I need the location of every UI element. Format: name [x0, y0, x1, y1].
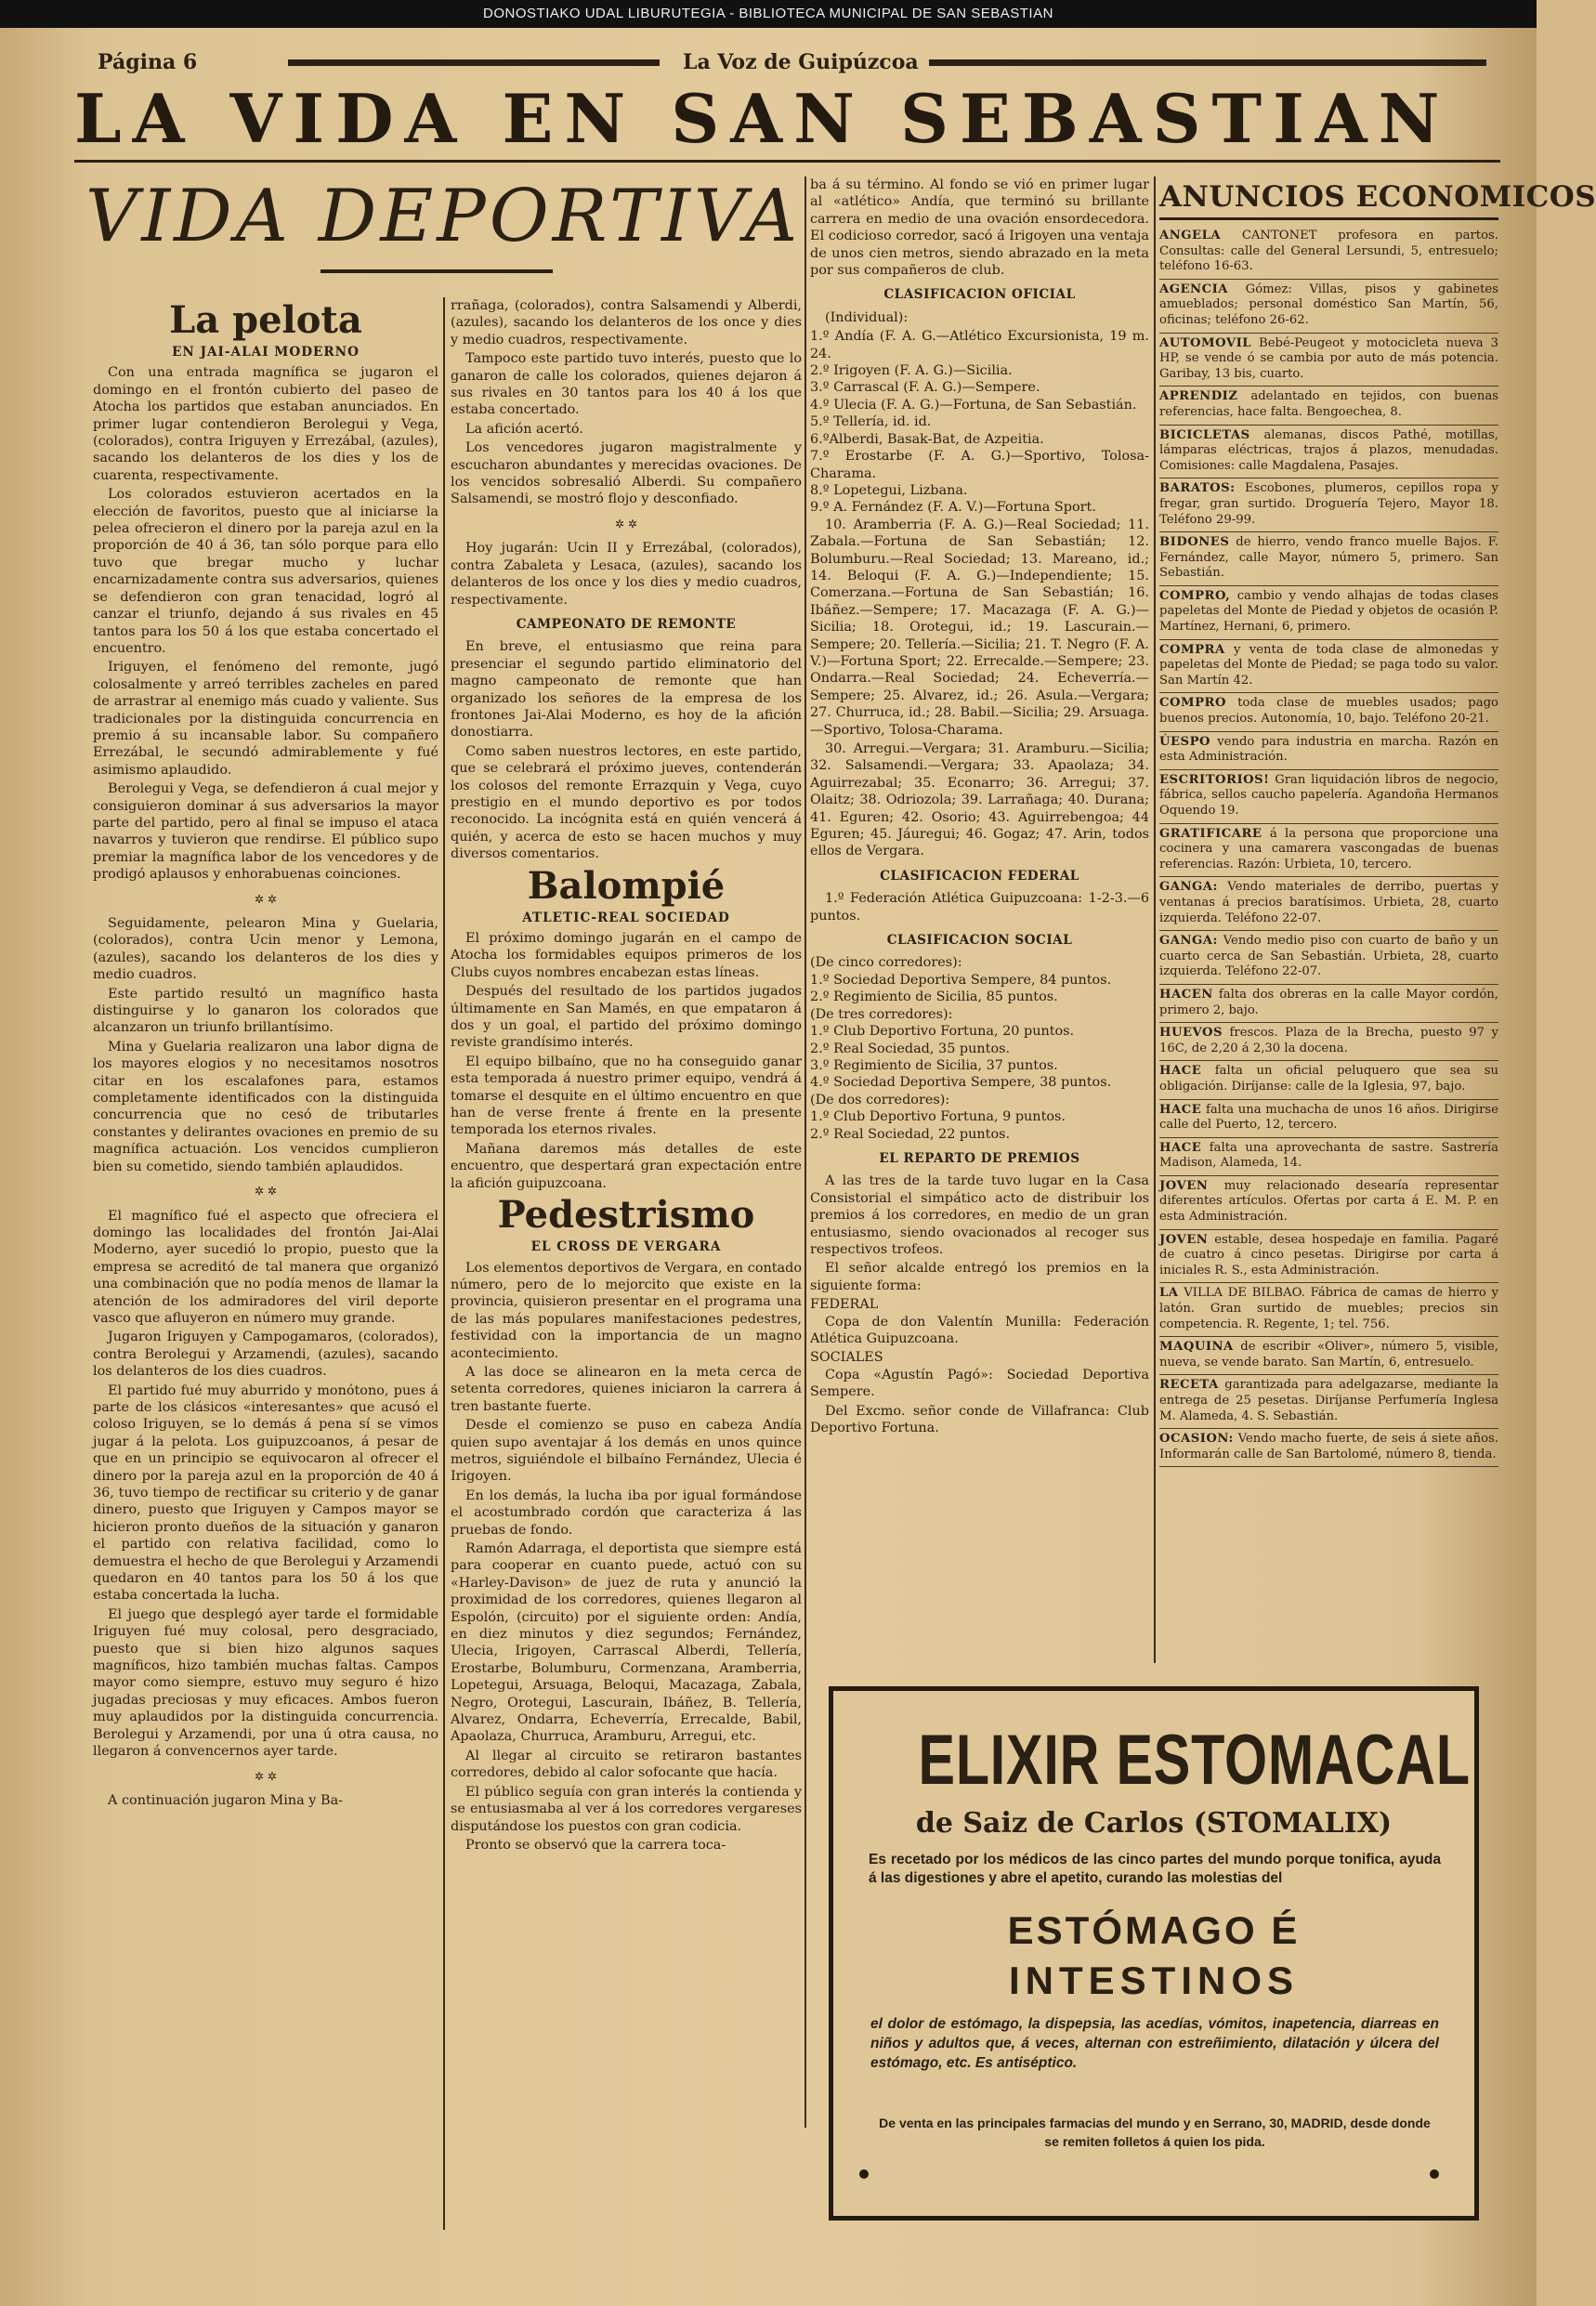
classified-ad-text: falta una muchacha de unos 16 años. Dirigirse calle del Puerto, 12, tercero.: [1159, 1102, 1498, 1133]
list-item: 6.ºAlberdi, Basak-Bat, de Azpeitia.: [810, 431, 1044, 447]
list-item: 3.º Regimiento de Sicilia, 37 puntos.: [810, 1057, 1058, 1073]
classified-ad: [1159, 1429, 1498, 1467]
pedestrismo-heading: Pedestrismo: [497, 1193, 755, 1238]
article-paragraph: El partido fué muy aburrido y monótono, pues á parte de los clásicos «interesantes» que acusó el coloso Iriguyen, se lo demás á pena sí se vimos jugar á la pelota. Los guipuzcoanos, á pesar de que en un principio se equivocaron al ofrecer el dinero por la pareja azul en la proporción de 40 á 36, tuvo tiempo de rectificar su criterio y de ganar dinero, puesto que Iriguyen y Campos mayor se hicieron pronto dueños de la situación y ganaron el partido con relativa facilidad, como lo demuestra el hecho de que Berolegui y Arzamendi quedaron en 40 tantos para los 50 á los que estaba concertada la lucha.: [93, 1382, 438, 1604]
newspaper-name: La Voz de Guipúzcoa: [683, 50, 919, 74]
article-paragraph: Desde el comienzo se puso en cabeza Andía quien supo aventajar á los demás en unos quince metros, siguiéndole el bilbaíno Fernández, Ulecia é Irigoyen.: [451, 1418, 802, 1485]
classified-ad-lead: GRATIFICARE: [1159, 826, 1262, 841]
article-paragraph: Los elementos deportivos de Vergara, en contado número, pero de lo mejorcito que existe en la provincia, quisieron presentar en el programa una de las más populares manifestaciones pedestres, festividad con la importancia de un magno acontecimiento.: [451, 1260, 802, 1361]
article-paragraph: El señor alcalde entregó los premios en la siguiente forma:: [810, 1261, 1149, 1293]
article-paragraph: Pronto se observó que la carrera toca-: [465, 1837, 726, 1853]
classified-ad-lead: BICICLETAS: [1159, 427, 1250, 442]
classified-ad-text: adelantado en tejidos, con buenas referencias, hace falta. Bengoechea, 8.: [1159, 389, 1498, 419]
classified-ad-lead: MAQUINA: [1159, 1340, 1234, 1355]
classified-ad: [1159, 1337, 1498, 1375]
classified-ad-text: garantizada para adelgazarse, mediante la entrega de 25 pesetas. Diríjanse Perfumería Inglesa M. Alameda, 4. S. Sebastián.: [1159, 1378, 1498, 1423]
classified-ad: [1159, 877, 1498, 931]
classified-ad-text: á la persona que proporcione una cocinera y una camarera vascongadas de buenas referencias. Razón: Urbieta, 10, tercero.: [1159, 826, 1498, 871]
clasificacion-heading: CLASIFICACION OFICIAL: [883, 287, 1076, 303]
social-list: [810, 954, 1149, 1142]
classified-ad-lead: ÚESPO: [1159, 734, 1210, 749]
federal-heading: CLASIFICACION FEDERAL: [880, 868, 1079, 884]
advert-body: el dolor de estómago, la dispepsia, las acedías, vómitos, inapetencia, diarreas en niños y adultos que, á veces, alternan con estreñimiento, dilatación y úlcera del estómago, etc. Es antiséptico.: [870, 2016, 1439, 2071]
classified-ad: [1159, 226, 1498, 280]
classified-ad: [1159, 586, 1498, 640]
list-item: 1.º Andía (F. A. G.—Atlético Excursionista, 19 m. 24.: [810, 329, 1149, 361]
classified-ad: [1159, 532, 1498, 586]
article-paragraph: Como saben nuestros lectores, en este partido, que se celebrará el próximo jueves, contenderán los colosos del remonte Errazquin y Vega, cuyo prestigio en el mundo deportivo es por todos reconocido. La incógnita está en quién vencerá á quién, y acerca de esto se hacen muchos y muy diversos comentarios.: [451, 743, 802, 862]
classified-ad-lead: GANGA:: [1159, 880, 1218, 895]
classified-ad: [1159, 770, 1498, 824]
separator-stars: ✲ ✲: [255, 1185, 277, 1199]
article-paragraph: Copa de don Valentín Munilla: Federación Atlética Guipuzcoana.: [810, 1314, 1149, 1346]
classified-ad-text: Gran liquidación libros de negocio, fábrica, sellos caucho papelería. Agandoña Hermanos Oquendo 19.: [1159, 772, 1498, 818]
advert-title: ELIXIR ESTOMACAL: [918, 1721, 1471, 1800]
classified-ad-lead: HUEVOS: [1159, 1026, 1223, 1041]
advert-line-1: ESTÓMAGO É: [1007, 1908, 1301, 1952]
article-paragraph: En los demás, la lucha iba por igual formándose el acostumbrado cordón que caracteriza á las pruebas de fondo.: [451, 1487, 802, 1538]
classified-ad-lead: HACE: [1159, 1064, 1202, 1079]
article-paragraph: 30. Arregui.—Vergara; 31. Aramburu.—Sicilia; 32. Salsamendi.—Vergara; 33. Apaolaza; 34. Aguirrezabal; 35. Econarro; 36. Arregui; 37. Olaitz; 38. Odriozola; 39. Larrañaga; 40. Durana; 41. Eguren; 42. Osorio; 43. Aguirrebengoa; 44 Eguren; 45. Jáuregui; 46. Gogaz; 47. Arin, todos ellos de Vergara.: [810, 741, 1149, 859]
classified-ad: [1159, 1375, 1498, 1429]
article-paragraph: El magnífico fué el aspecto que ofreciera el domingo las localidades del frontón Jai-Alai Moderno, ayer sucedió lo propio, puesto que la empresa se acreditó de tal manera que organizó una combinación que no podía menos de llamar la atención de los admiradores del viril deporte vasco que afluyeron en número muy grande.: [93, 1208, 438, 1326]
classified-ad: [1159, 1283, 1498, 1337]
library-banner: DONOSTIAKO UDAL LIBURUTEGIA - BIBLIOTECA MUNICIPAL DE SAN SEBASTIAN: [0, 0, 1537, 28]
column-3: [810, 177, 1149, 1663]
list-item: 9.º A. Fernández (F. A. V.)—Fortuna Sport.: [810, 500, 1096, 516]
classified-ad-lead: COMPRA: [1159, 642, 1225, 657]
list-item: 2.º Regimiento de Sicilia, 85 puntos.: [810, 989, 1058, 1005]
column-rule: [443, 297, 445, 2230]
article-paragraph: 10. Aramberria (F. A. G.)—Real Sociedad; 11. Zabala.—Fortuna de San Sebastián; 12. Bolumburu.—Real Sociedad; 13. Mareano, id.; 14. Beloqui (F. A. G.)—Independiente; 15. Comerzana.—Fortuna de San Sebastián; 16. Ibáñez.—Sempere; 17. Macazaga (F. A. G.)—Sicilia; 18. Orotegui, id.; 19. Lascurain.—Sempere; 20. Tellería.—Sicilia; 21. T. Negro (F. A. V.)—Fortuna Sport; 22. Errecalde.—Sempere; 23. Ondarra.—Real Sociedad; 24. Echeverría.—Sempere; 25. Alvarez, id.; 26. Asula.—Vergara; 27. Churruca, id.; 28. Babil.—Sicilia; 29. Arsuaga.—Sportivo, Tolosa-Charama.: [810, 517, 1149, 738]
list-item: 1.º Sociedad Deportiva Sempere, 84 puntos.: [810, 972, 1112, 988]
article-paragraph: A continuación jugaron Mina y Ba-: [108, 1792, 344, 1808]
list-item: 1.º Club Deportivo Fortuna, 9 puntos.: [810, 1109, 1066, 1125]
page-number: Página 6: [98, 50, 198, 74]
article-paragraph: Este partido resultó un magnífico hasta distinguirse y lo ganaron los colorados que alcanzaron un triunfo brillantísimo.: [93, 986, 438, 1036]
list-item: 2.º Real Sociedad, 35 puntos.: [810, 1041, 1011, 1056]
list-item: 3.º Carrascal (F. A. G.)—Sempere.: [810, 380, 1040, 396]
article-paragraph: Del Excmo. señor conde de Villafranca: Club Deportivo Fortuna.: [810, 1403, 1149, 1436]
classified-ad-lead: JOVEN: [1159, 1232, 1209, 1247]
advert-footer: De venta en las principales farmacias del mundo y en Serrano, 30, MADRID, desde donde se remiten folletos á quien los pida.: [879, 2116, 1431, 2149]
classified-ad-text: Bebé-Peugeot y motocicleta nueva 3 HP, se vende ó se cambia por auto de más potencia. Garibay, 13 bis, cuarto.: [1159, 335, 1498, 381]
classified-ad-text: toda clase de muebles usados; pago buenos precios. Autonomía, 10, bajo. Teléfono 20-21.: [1159, 696, 1498, 727]
title-ornament: [321, 269, 553, 273]
classifieds-heading: ANUNCIOS ECONOMICOS: [1159, 177, 1498, 220]
classified-ad-lead: ESCRITORIOS!: [1159, 772, 1270, 787]
pelota-heading: La pelota: [169, 298, 362, 342]
classified-ad-text: falta dos obreras en la calle Mayor cordón, primero 2, bajo.: [1159, 987, 1498, 1017]
article-paragraph: Jugaron Iriguyen y Campogamaros, (colorados), contra Berolegui y Arzamendi, (azules), sacando los delanteros de los dies cuadros.: [93, 1330, 438, 1380]
classified-ad-text: vendo para industria en marcha. Razón en esta Administración.: [1159, 734, 1498, 765]
article-paragraph: Al llegar al circuito se retiraron bastantes corredores, debido al calor sofocante que hacía.: [451, 1748, 802, 1781]
classified-ad: [1159, 824, 1498, 878]
list-subheading: (Individual):: [825, 309, 909, 325]
classified-ad: [1159, 334, 1498, 387]
advert-subtitle: de Saiz de Carlos (STOMALIX): [915, 1807, 1393, 1840]
article-paragraph: Hoy jugarán: Ucin II y Errezábal, (colorados), contra Zabaleta y Lesaca, (azules), sacando los delanteros de los once y los dies y medio cuadros, respectivamente.: [451, 541, 802, 608]
classified-ad-lead: ANGELA: [1159, 229, 1222, 242]
classified-ad: [1159, 426, 1498, 479]
classified-ad: [1159, 693, 1498, 731]
head-rule-left: [288, 59, 660, 66]
classified-ad-text: cambio y vendo alhajas de todas clases papeletas del Monte de Piedad y objetos de ocasión P. Martínez, Hernani, 6, primero.: [1159, 588, 1498, 635]
classified-ad-lead: BIDONES: [1159, 535, 1230, 550]
list-item: 2.º Irigoyen (F. A. G.)—Sicilia.: [810, 363, 1013, 379]
ornament-dot: [1430, 2169, 1439, 2179]
classified-ad-lead: APRENDIZ: [1159, 389, 1238, 404]
article-paragraph: Copa «Agustín Pagó»: Sociedad Deportiva Sempere.: [810, 1367, 1149, 1400]
article-paragraph: El próximo domingo jugarán en el campo de Atocha los formidables equipos primeros de los Clubs cuyos nombres encabezan estas líneas.: [451, 931, 802, 980]
classified-ad-text: VILLA DE BILBAO. Fábrica de camas de hierro y latón. Gran surtido de muebles; precios sin competencia. R. Regente, 1; tel. 756.: [1159, 1286, 1498, 1331]
classified-ad: [1159, 280, 1498, 334]
premio-category: SOCIALES: [810, 1350, 883, 1366]
article-paragraph: Ramón Adarraga, el deportista que siempre está para cooperar en cuanto puede, actuó con su «Harley-Davison» de juez de ruta y anunció la proximidad de los corredores, quienes llegaron al Espolón, (circuito) por el siguiente orden: Andía, en diez minutos y diez segundos; Fernández, Ulecia, Irigoyen, Carrascal Alberdi, Tellería, Erostarbe, Bolumburu, Cormenzana, Aramberria, Lopetegui, Arsuaga, Beloqui, Macazaga, Zabala, Negro, Orotegui, Lascurain, Ibáñez, B. Tellería, Alvarez, Ondarra, Echeverría, Errecalde, Babil, Apaolaza, Churruca, Aramburu, Arregui, etc.: [451, 1541, 802, 1745]
remonte-heading: CAMPEONATO DE REMONTE: [516, 616, 737, 632]
elixir-advertisement: [829, 1686, 1479, 2221]
classified-ad-lead: HACE: [1159, 1140, 1202, 1155]
article-paragraph: rrañaga, (colorados), contra Salsamendi y Alberdi, (azules), sacando los delanteros de los once y dies y medio cuadros, respectivamente.: [451, 298, 802, 347]
classified-ad: [1159, 1230, 1498, 1284]
classified-ad: [1159, 387, 1498, 425]
article-paragraph: Después del resultado de los partidos jugados últimamente en San Mamés, en que empataron á dos y un goal, el partido del próximo domingo reviste grandísimo interés.: [451, 984, 802, 1051]
newspaper-page: [0, 28, 1596, 2306]
classified-ad-text: Vendo materiales de derribo, puertas y ventanas á precios baratísimos. Urbieta, 28, cuarto izquierda. Teléfono 22-07.: [1159, 880, 1498, 925]
article-paragraph: ba á su término. Al fondo se vió en primer lugar al «atlético» Andía, que terminó su brillante carrera en medio de una ovación ensordecedora. El codicioso corredor, sacó á Irigoyen una ventaja de unos cien metros, siendo abrazado en la meta por sus compañeros de club.: [810, 177, 1149, 279]
list-subheading: (De tres corredores):: [810, 1006, 953, 1022]
premios-heading: EL REPARTO DE PREMIOS: [879, 1150, 1080, 1166]
list-item: 2.º Real Sociedad, 22 puntos.: [810, 1126, 1011, 1142]
classified-ad-lead: HACE: [1159, 1102, 1202, 1117]
list-item: 8.º Lopetegui, Lizbana.: [810, 482, 968, 498]
masthead-rule: [74, 160, 1500, 163]
advert-lead: Es recetado por los médicos de las cinco partes del mundo porque tonifica, ayuda á las digestiones y abre el apetito, curando las molestias del: [869, 1852, 1441, 1886]
classified-ad-lead: HACEN: [1159, 987, 1213, 1002]
classified-ad-text: de hierro, vendo franco muelle Bajos. F. Fernández, calle Mayor, número 5, primero. San Sebastián.: [1159, 535, 1498, 581]
list-item: 1.º Club Deportivo Fortuna, 20 puntos.: [810, 1024, 1075, 1040]
column-rule: [1154, 177, 1156, 1663]
classified-ad-text: CANTONET profesora en partos. Consultas: calle del General Lersundi, 5, entresuelo; teléfono 16-63.: [1159, 229, 1498, 274]
article-paragraph: El juego que desplegó ayer tarde el formidable Iriguyen fué muy colosal, pero desgraciado, puesto que si bien hizo algunos saques magníficos, hizo también muchas faltas. Campos mayor como siempre, estuvo muy seguro é hizo jugadas preciosas y muy eficaces. Ambos fueron muy aplaudidos por la distinguida concurrencia. Berolegui y Arzamendi, por una ú otra causa, no llegaron á convencernos ayer tarde.: [93, 1606, 438, 1760]
social-heading: CLASIFICACION SOCIAL: [886, 933, 1073, 949]
pelota-subheading: EN JAI-ALAI MODERNO: [172, 345, 360, 360]
clasificacion-list: [810, 328, 1149, 516]
classified-ad-text: y venta de toda clase de almonedas y papeletas del Monte de Piedad; se paga todo su valor. San Martín 42.: [1159, 642, 1498, 688]
list-item: 4.º Ulecia (F. A. G.)—Fortuna, de San Sebastián.: [810, 397, 1137, 413]
balompie-heading: Balompié: [527, 863, 726, 908]
classified-ad-lead: RECETA: [1159, 1378, 1219, 1393]
classified-ad-lead: AGENCIA: [1159, 282, 1228, 296]
masthead: LA VIDA EN SAN SEBASTIAN: [74, 79, 1451, 158]
column-rule: [805, 177, 806, 2128]
head-rule-right: [929, 59, 1486, 66]
classified-ad: [1159, 1100, 1498, 1138]
classified-ad-text: estable, desea hospedaje en familia. Pagaré de cuatro á cinco pesetas. Dirigirse por carta á iniciales R. S., esta Administración.: [1159, 1232, 1498, 1277]
column-1: [93, 297, 438, 2267]
running-head: [98, 50, 1500, 78]
article-paragraph: Seguidamente, pelearon Mina y Guelaria, (colorados), contra Ucin menor y Lemona, (azules), sacando los delanteros de los dies y medio cuadros.: [93, 916, 438, 983]
pedestrismo-subheading: EL CROSS DE VERGARA: [530, 1239, 722, 1255]
classified-ad-lead: COMPRO,: [1159, 588, 1231, 603]
classified-ad-text: muy relacionado desearía representar diferentes artículos. Ofertas por carta á E. M. P. en esta Administración.: [1159, 1178, 1498, 1225]
separator-stars: ✲ ✲: [615, 517, 637, 531]
article-paragraph: A las doce se alinearon en la meta cerca de setenta corredores, quienes iniciaron la carrera á tren bastante fuerte.: [451, 1364, 802, 1414]
classified-ad: [1159, 931, 1498, 985]
article-paragraph: El equipo bilbaíno, que no ha conseguido ganar esta temporada á nuestro primer equipo, vendrá á tomarse el desquite en el último encuentro en que han de verse frente á frente en la presente temporada los eternos rivales.: [451, 1054, 802, 1138]
list-subheading: (De dos corredores):: [810, 1092, 950, 1107]
classified-ad-text: falta un oficial peluquero que sea su obligación. Diríjanse: calle de la Iglesia, 97, bajo.: [1159, 1064, 1498, 1094]
list-item: 7.º Erostarbe (F. A. G.)—Sportivo, Tolosa-Charama.: [810, 449, 1149, 481]
separator-stars: ✲ ✲: [255, 892, 277, 906]
classified-ad-text: Vendo macho fuerte, de seis á siete años. Informarán calle de San Bartolomé, número 8, tienda.: [1159, 1432, 1498, 1461]
classified-ad: [1159, 478, 1498, 532]
article-paragraph: Iriguyen, el fenómeno del remonte, jugó colosalmente y arreó terribles zacheles en pared de arrastrar al enemigo más cuado y valiente. Sus tradicionales por la distinguida concurrencia en premio á su incansable labor. Su compañero Errezábal, le secundó admirablemente y fué asimismo aplaudido.: [93, 660, 438, 778]
article-paragraph: Berolegui y Vega, se defendieron á cual mejor y consiguieron dominar á sus adversarios la mayor parte del partido, pero al final se impuso el ataca navarros y tuvieron que rendirse. El público supo premiar la magnífica labor de los vencedores y de prodigó aplausos y enhorabuenas coinciones.: [93, 781, 438, 883]
article-paragraph: A las tres de la tarde tuvo lugar en la Casa Consistorial el simpático acto de distribuir los premios á los corredores, en medio de un gran entusiasmo, siendo ovacionados al recoger sus respectivos trofeos.: [810, 1173, 1149, 1257]
classified-ad-lead: OCASION:: [1159, 1432, 1234, 1447]
classified-ad: [1159, 985, 1498, 1023]
article-paragraph: Con una entrada magnífica se jugaron el domingo en el frontón cubierto del paseo de Atocha los partidos que estaban anunciados. En primer lugar contendieron Berolegui y Vega, (colorados), contra Iriguyen y Errezábal, (azules), sacando los delanteros de los dies y los de cuarenta, respectivamente.: [93, 365, 438, 483]
article-paragraph: En breve, el entusiasmo que reina para presenciar el segundo partido eliminatorio del magno campeonato de remonte que han organizado los señores de la empresa de los frontones Jai-Alai Moderno, es hoy de la afición donostiarra.: [451, 639, 802, 740]
classified-ad-text: alemanas, discos Pathé, motillas, lámparas eléctricas, trajos á plazos, menudadas. Comisiones: calle Magdalena, Pasajes.: [1159, 427, 1498, 473]
classified-ad-lead: BARATOS:: [1159, 481, 1236, 496]
classified-ad: [1159, 732, 1498, 770]
premio-category: FEDERAL: [810, 1297, 879, 1313]
classified-ad-text: Escobones, plumeros, cepillos ropa y fregar, gran surtido. Droguería Tejero, Mayor 18. Teléfono 29-99.: [1159, 481, 1499, 527]
article-paragraph: El público seguía con gran interés la contienda y se entusiasmaba al ver á los corredores vergareses disputándose los puestos con gran codicia.: [451, 1784, 802, 1834]
article-paragraph: Los vencedores jugaron magistralmente y escucharon abundantes y merecidas ovaciones. De los vencidos sobresalió Alberdi. Su compañero Salsamendi, se mostró flojo y desconfiado.: [451, 440, 802, 507]
classified-ad-lead: COMPRO: [1159, 696, 1226, 711]
classified-ad: [1159, 1023, 1498, 1061]
article-paragraph: Mina y Guelaria realizaron una labor digna de los mayores elogios y no necesitamos nosotros citar en los escalafones para, estamos completamente identificados con la distinguida concurrencia que no cesó de tributarles constantes y delirantes ovaciones en premio de su magnífica actuación. Los vencidos cumplieron bien su cometido, siendo también aplaudidos.: [93, 1039, 438, 1174]
classified-ad-text: de escribir «Oliver», número 5, visible, nueva, se vende barato. San Martín, 6, entresuelo.: [1159, 1340, 1498, 1369]
classified-ad: [1159, 1061, 1498, 1099]
classified-ad: [1159, 1138, 1498, 1176]
list-item: 4.º Sociedad Deportiva Sempere, 38 puntos.: [810, 1075, 1112, 1091]
section-title: VIDA DEPORTIVA: [85, 175, 802, 258]
article-paragraph: Los colorados estuvieron acertados en la elección de favoritos, puesto que al iniciarse la pelea ofrecieron el dinero por la pareja azul en la proporción de 40 á 36, tan sólo porque para ello tuvo que bregar mucho y luchar encarnizadamente contra sus adversarios, quienes se defendieron con gran tenacidad, logró al canzar el triunfo, dejando á sus rivales en 45 tantos para los 50 á los que estaba concertado el encuentro.: [93, 487, 438, 656]
article-paragraph: Tampoco este partido tuvo interés, puesto que lo ganaron de calle los colorados, quienes dejaron á sus rivales en 30 tantos para los 40 á los que estaba concertado.: [451, 351, 802, 418]
ornament-dot: [859, 2169, 869, 2179]
article-paragraph: La afición acertó.: [465, 421, 583, 437]
list-item: 5.º Tellería, id. id.: [810, 414, 932, 430]
list-subheading: (De cinco corredores):: [810, 955, 962, 971]
classifieds-list: [1159, 226, 1498, 1467]
article-paragraph: Mañana daremos más detalles de este encuentro, que despertará gran expectación entre la afición guipuzcoana.: [451, 1141, 802, 1191]
list-item: 1.º Federación Atlética Guipuzcoana: 1-2-3.—6 puntos.: [810, 891, 1149, 924]
advert-line-2: INTESTINOS: [1008, 1959, 1300, 2002]
classified-ad-lead: AUTOMOVIL: [1159, 335, 1252, 350]
separator-stars: ✲ ✲: [255, 1769, 277, 1783]
classified-ad-text: Gómez: Villas, pisos y gabinetes amueblados; personal doméstico San Martín, 56, oficinas; teléfono 26-62.: [1159, 282, 1498, 327]
classified-ad-lead: JOVEN: [1159, 1178, 1209, 1193]
classified-ad-text: Vendo medio piso con cuarto de baño y un cuarto cerca de San Sebastián. Urbieta, 28, cuarto izquierda. Teléfono 22-07.: [1159, 934, 1498, 979]
classified-ad: [1159, 1176, 1498, 1230]
classified-ad-lead: GANGA:: [1159, 934, 1218, 949]
balompie-subheading: ATLETIC-REAL SOCIEDAD: [522, 910, 730, 925]
classified-ad-text: falta una aprovechanta de sastre. Sastrería Madison, Alameda, 14.: [1159, 1140, 1498, 1171]
classified-ad-text: frescos. Plaza de la Brecha, puesto 97 y 16C, de 2,20 á 2,30 la docena.: [1159, 1026, 1498, 1055]
column-2: [451, 297, 802, 2248]
classified-ad: [1159, 640, 1498, 694]
classified-ad-lead: LA: [1159, 1286, 1179, 1301]
classifieds-column: [1159, 177, 1596, 1663]
